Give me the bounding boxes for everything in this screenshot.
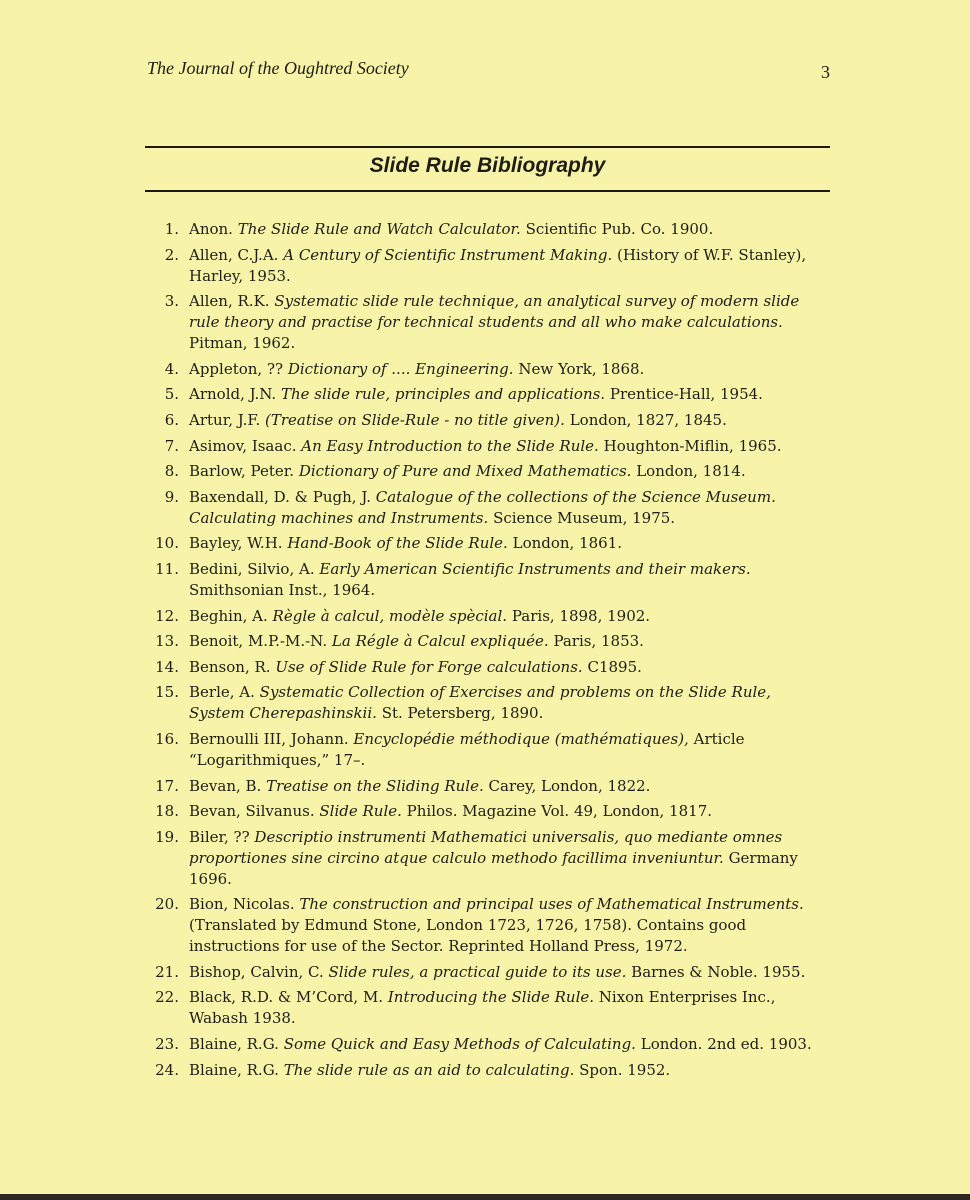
entry-author: Bevan, Silvanus. — [189, 802, 315, 821]
entry-author: Biler, ?? — [189, 827, 250, 846]
title-rule-top — [145, 146, 830, 148]
entry-number: 8. — [164, 462, 179, 481]
entry-title: Dictionary of Pure and Mixed Mathematics. — [298, 462, 632, 481]
entry-author: Black, R.D. & M’Cord, M. — [189, 988, 384, 1007]
entry-title: Systematic Collection of Exercises and problems on the Slide Rule, System Cherepashinskii. — [189, 683, 771, 723]
bibliography-entry — [155, 291, 830, 354]
entry-publication: Smithsonian Inst., 1964. — [189, 580, 376, 599]
entry-publication: London. 2nd ed. 1903. — [640, 1035, 812, 1054]
bibliography-entry — [155, 827, 830, 890]
entry-author: Bion, Nicolas. — [189, 895, 295, 914]
bibliography-entry — [155, 606, 830, 627]
bibliography-entry — [155, 461, 830, 482]
entry-author: Appleton, ?? — [189, 359, 284, 378]
entry-number: 9. — [164, 487, 179, 506]
bibliography-entry — [155, 631, 830, 652]
entry-number: 18. — [155, 802, 179, 821]
entry-publication: Prentice-Hall, 1954. — [609, 385, 763, 404]
entry-publication: St. Petersberg, 1890. — [381, 704, 544, 723]
bibliography-list — [155, 219, 830, 1085]
bibliography-entry — [155, 657, 830, 678]
entry-title: The construction and principal uses of Mathematical Instruments. — [299, 895, 804, 914]
entry-author: Allen, C.J.A. — [189, 245, 279, 264]
entry-number: 22. — [155, 988, 179, 1007]
bibliography-entry — [155, 1034, 830, 1055]
bibliography-entry — [155, 219, 830, 240]
entry-number: 1. — [164, 220, 179, 238]
bibliography-entry — [155, 487, 830, 529]
bibliography-entry — [155, 384, 830, 405]
bibliography-entry — [155, 533, 830, 554]
bibliography-entry — [155, 987, 830, 1029]
bibliography-entry — [155, 1060, 830, 1081]
entry-title: Règle à calcul, modèle spècial. — [272, 606, 508, 625]
entry-title: Slide Rule. — [319, 802, 402, 821]
title-rule-bottom — [145, 190, 830, 192]
entry-author: Berle, A. — [189, 683, 255, 702]
entry-number: 2. — [164, 245, 179, 264]
entry-title: Hand-Book of the Slide Rule. — [287, 534, 508, 553]
entry-publication: Scientific Pub. Co. 1900. — [525, 220, 714, 238]
entry-author: Bedini, Silvio, A. — [189, 559, 315, 578]
entry-title: An Easy Introduction to the Slide Rule. — [301, 436, 599, 455]
entry-title: Slide rules, a practical guide to its use. — [328, 962, 627, 981]
entry-publication: Article “Logarithmiques,” 17–. — [189, 729, 745, 769]
entry-number: 20. — [155, 895, 179, 914]
entry-number: 19. — [155, 827, 179, 846]
entry-title: The Slide Rule and Watch Calculator. — [237, 220, 521, 238]
entry-publication: London, 1827, 1845. — [569, 410, 727, 429]
entry-number: 21. — [155, 962, 179, 981]
entry-title: The slide rule as an aid to calculating. — [283, 1060, 575, 1079]
entry-number: 4. — [164, 359, 179, 378]
entry-number: 16. — [155, 729, 179, 748]
entry-publication: New York, 1868. — [518, 359, 645, 378]
bibliography-entry — [155, 729, 830, 771]
entry-author: Allen, R.K. — [189, 292, 270, 311]
entry-title: Systematic slide rule technique, an analytical survey of modern slide rule theory and practise for technical students and all who make calculations. — [189, 292, 800, 332]
entry-publication: Nixon Enterprises Inc., Wabash 1938. — [189, 988, 776, 1028]
bibliography-entry — [155, 559, 830, 601]
entry-title: (Treatise on Slide-Rule - no title given). — [265, 410, 565, 429]
entry-publication: London, 1814. — [636, 462, 746, 481]
page-number: 3 — [821, 62, 830, 82]
entry-number: 7. — [164, 436, 179, 455]
entry-number: 3. — [164, 292, 179, 311]
entry-author: Benson, R. — [189, 657, 271, 676]
entry-author: Arnold, J.N. — [189, 385, 277, 404]
entry-author: Artur, J.F. — [189, 410, 261, 429]
entry-publication: Spon. 1952. — [579, 1060, 671, 1079]
entry-title: Treatise on the Sliding Rule. — [266, 776, 484, 795]
entry-title: Early American Scientific Instruments and their makers. — [319, 559, 751, 578]
entry-publication: Barnes & Noble. 1955. — [631, 962, 806, 981]
entry-author: Blaine, R.G. — [189, 1060, 279, 1079]
bibliography-entry — [155, 962, 830, 983]
bibliography-entry — [155, 410, 830, 431]
entry-number: 17. — [155, 776, 179, 795]
entry-publication: C1895. — [587, 657, 642, 676]
entry-number: 12. — [155, 606, 179, 625]
entry-number: 15. — [155, 683, 179, 702]
entry-publication: Germany 1696. — [189, 848, 798, 888]
bibliography-entry — [155, 436, 830, 457]
entry-author: Baxendall, D. & Pugh, J. — [189, 487, 371, 506]
running-header — [147, 58, 830, 84]
entry-author: Asimov, Isaac. — [189, 436, 297, 455]
journal-name: The Journal of the Oughtred Society — [147, 58, 409, 78]
entry-title: Descriptio instrumenti Mathematici universalis, quo mediante omnes proportiones sine circino atque calculo methodo facillima inveniuntur. — [189, 827, 783, 867]
entry-author: Bishop, Calvin, C. — [189, 962, 324, 981]
entry-publication: Philos. Magazine Vol. 49, London, 1817. — [406, 802, 713, 821]
section-title: Slide Rule Bibliography — [369, 154, 606, 177]
entry-title: Encyclopédie méthodique (mathématiques), — [353, 729, 689, 748]
entry-author: Bayley, W.H. — [189, 534, 283, 553]
entry-publication: Science Museum, 1975. — [493, 508, 676, 527]
entry-number: 10. — [155, 534, 179, 553]
entry-author: Blaine, R.G. — [189, 1035, 279, 1054]
entry-number: 5. — [164, 385, 179, 404]
entry-publication: (History of W.F. Stanley), Harley, 1953. — [189, 245, 807, 285]
entry-title: The slide rule, principles and applications. — [280, 385, 606, 404]
entry-publication: London, 1861. — [512, 534, 623, 553]
entry-title: Dictionary of .... Engineering. — [287, 359, 514, 378]
entry-publication: Paris, 1853. — [553, 632, 644, 651]
entry-number: 13. — [155, 632, 179, 651]
entry-number: 11. — [155, 559, 179, 578]
entry-publication: Houghton-Miflin, 1965. — [603, 436, 782, 455]
entry-title: Introducing the Slide Rule. — [387, 988, 595, 1007]
bibliography-entry — [155, 894, 830, 957]
bibliography-entry — [155, 801, 830, 822]
entry-number: 6. — [164, 410, 179, 429]
entry-title: La Régle à Calcul expliquée. — [331, 632, 549, 651]
bibliography-entry — [155, 682, 830, 724]
entry-author: Beghin, A. — [189, 606, 268, 625]
entry-author: Bernoulli III, Johann. — [189, 729, 349, 748]
entry-publication: Paris, 1898, 1902. — [511, 606, 651, 625]
entry-author: Anon. — [189, 220, 233, 238]
entry-author: Barlow, Peter. — [189, 462, 295, 481]
page-bottom-edge — [0, 1194, 970, 1200]
bibliography-entry — [155, 776, 830, 797]
entry-publication: (Translated by Edmund Stone, London 1723, 1726, 1758). Contains good instructions for use of the Sector. Reprinted Holland Press, 1972. — [189, 916, 747, 956]
entry-publication: Carey, London, 1822. — [488, 776, 651, 795]
bibliography-entry — [155, 359, 830, 380]
entry-title: Use of Slide Rule for Forge calculations. — [275, 657, 583, 676]
entry-number: 14. — [155, 657, 179, 676]
entry-title: Some Quick and Easy Methods of Calculating. — [283, 1035, 636, 1054]
entry-title: A Century of Scientific Instrument Making. — [283, 245, 613, 264]
bibliography-entry — [155, 245, 830, 287]
entry-title: Catalogue of the collections of the Science Museum. Calculating machines and Instruments. — [189, 487, 776, 527]
entry-number: 24. — [155, 1060, 179, 1079]
entry-number: 23. — [155, 1035, 179, 1054]
entry-publication: Pitman, 1962. — [189, 334, 296, 353]
entry-author: Benoit, M.P.-M.-N. — [189, 632, 328, 651]
entry-author: Bevan, B. — [189, 776, 262, 795]
